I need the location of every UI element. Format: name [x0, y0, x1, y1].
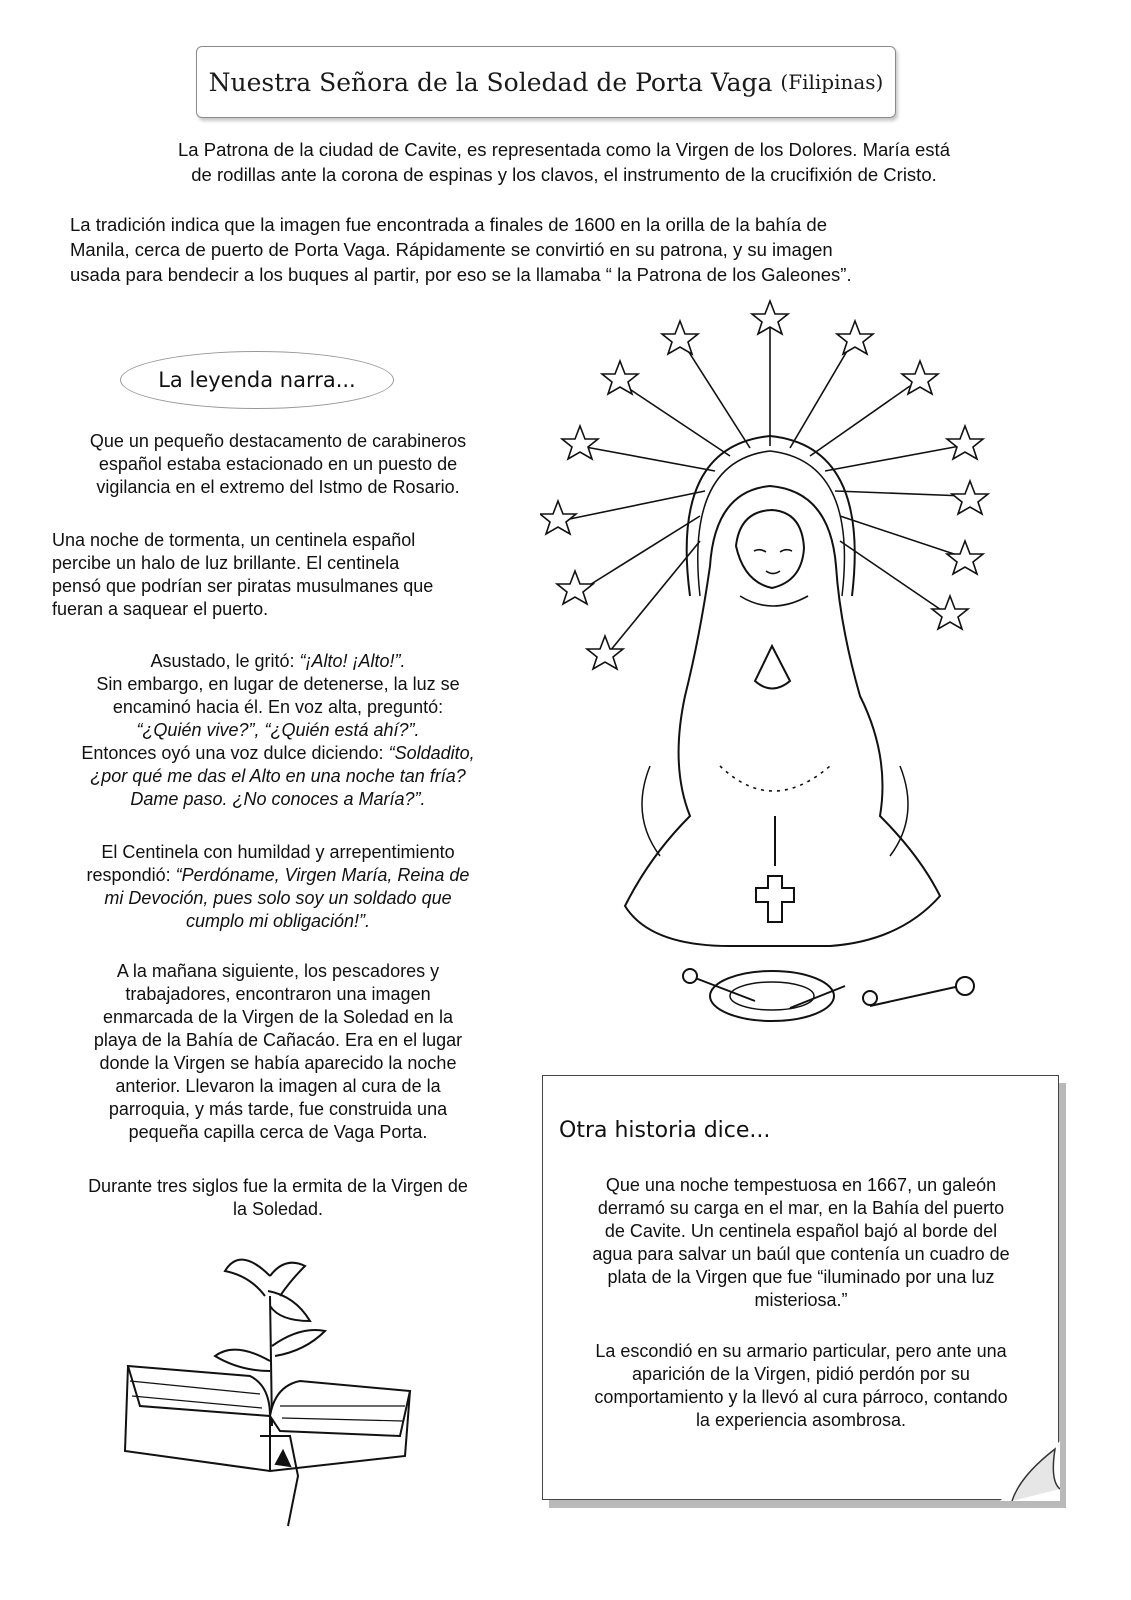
text-run: Asustado, le gritó:	[150, 651, 300, 671]
text-run: Entonces oyó una voz dulce diciendo:	[81, 743, 389, 763]
virgin-illustration	[540, 296, 1010, 1036]
halo-stars	[540, 301, 988, 669]
text-line: Sin embargo, en lugar de detenerse, la luz se	[96, 674, 460, 694]
text-line: encaminó hacia él. En voz alta, preguntó:	[112, 697, 444, 717]
page-subtitle: (Filipinas)	[780, 70, 884, 94]
text-line: A la mañana siguiente, los pescadores y	[116, 961, 440, 981]
text-line	[52, 650, 504, 673]
text-line: fueran a saquear el puerto.	[52, 599, 269, 619]
legend-heading-oval	[120, 351, 394, 409]
other-story-paragraph-2	[561, 1340, 1041, 1432]
legend-paragraph-5	[52, 960, 504, 1144]
text-line: trabajadores, encontraron una imagen	[125, 984, 431, 1004]
text-line: donde la Virgen se había aparecido la noche	[99, 1053, 457, 1073]
text-line: pensó que podrían ser piratas musulmanes que	[52, 576, 434, 596]
book-lily-illustration	[120, 1236, 420, 1536]
text-line	[52, 742, 504, 765]
text-line: misteriosa.”	[754, 1290, 848, 1310]
text-line: la Soledad.	[232, 1199, 324, 1219]
text-line: La tradición indica que la imagen fue encontrada a finales de 1600 en la orilla de la bahía de	[70, 214, 827, 235]
legend-paragraph-1	[52, 430, 504, 499]
title-box	[196, 46, 896, 118]
text-run: respondió:	[86, 865, 176, 885]
quote-run: “¡Alto! ¡Alto!”.	[299, 651, 406, 671]
text-line: aparición de la Virgen, pidió perdón por su	[632, 1364, 970, 1384]
text-line: cumplo mi obligación!”.	[185, 911, 371, 931]
text-line: mi Devoción, pues solo soy un soldado que	[104, 888, 452, 908]
text-line: parroquia, y más tarde, fue construida una	[108, 1099, 448, 1119]
text-line	[52, 864, 504, 887]
text-line: Durante tres siglos fue la ermita de la Virgen de	[88, 1176, 468, 1196]
text-line: Dame paso. ¿No conoces a María?”.	[130, 789, 426, 809]
legend-paragraph-6	[52, 1175, 504, 1221]
crown-of-thorns	[683, 969, 974, 1021]
legend-paragraph-3	[52, 650, 504, 811]
text-line: vigilancia en el extremo del Istmo de Rosario.	[96, 477, 460, 497]
text-line: plata de la Virgen que fue “iluminado por una luz	[607, 1267, 995, 1287]
text-line: enmarcada de la Virgen de la Soledad en la	[103, 1007, 453, 1027]
text-line: de rodillas ante la corona de espinas y los clavos, el instrumento de la crucifixión de Cristo.	[191, 164, 937, 185]
text-line: Que un pequeño destacamento de carabineros	[89, 431, 467, 451]
text-line: agua para salvar un baúl que contenía un cuadro de	[592, 1244, 1010, 1264]
text-line: Que una noche tempestuosa en 1667, un galeón	[605, 1175, 997, 1195]
other-story-box	[542, 1075, 1059, 1500]
legend-paragraph-2	[52, 529, 504, 621]
text-line: derramó su carga en el mar, en la Bahía del puerto	[597, 1198, 1005, 1218]
text-line: El Centinela con humildad y arrepentimiento	[101, 842, 455, 862]
text-line: usada para bendecir a los buques al partir, por eso se la llamaba “ la Patrona de los Galeones”.	[70, 264, 852, 285]
text-line: la experiencia asombrosa.	[695, 1410, 907, 1430]
text-line: pequeña capilla cerca de Vaga Porta.	[128, 1122, 428, 1142]
text-line: Manila, cerca de puerto de Porta Vaga. Rápidamente se convirtió en su patrona, y su imagen	[70, 239, 833, 260]
text-line: de Cavite. Un centinela español bajó al borde del	[604, 1221, 998, 1241]
halo-ring	[687, 436, 855, 596]
figure-outline	[625, 486, 940, 946]
page-title: Nuestra Señora de la Soledad de Porta Vaga	[208, 67, 773, 97]
quote-run: “Perdóname, Virgen María, Reina de	[175, 865, 470, 885]
text-line: La escondió en su armario particular, pero ante una	[595, 1341, 1007, 1361]
text-line: anterior. Llevaron la imagen al cura de la	[115, 1076, 441, 1096]
legend-paragraph-4	[52, 841, 504, 933]
text-line: Una noche de tormenta, un centinela español	[52, 530, 416, 550]
text-line: español estaba estacionado en un puesto de	[98, 454, 458, 474]
text-line: percibe un halo de luz brillante. El centinela	[52, 553, 400, 573]
page-curl-icon	[1000, 1441, 1060, 1501]
text-line: “¿Quién vive?”, “¿Quién está ahí?”.	[136, 720, 420, 740]
legend-heading: La leyenda narra...	[158, 368, 356, 392]
text-line: La Patrona de la ciudad de Cavite, es representada como la Virgen de los Dolores. María está	[178, 139, 950, 160]
other-story-paragraph-1	[561, 1174, 1041, 1312]
quote-run: “Soldadito,	[388, 743, 475, 763]
text-line: comportamiento y la llevó al cura párroco, contando	[594, 1387, 1008, 1407]
intro-paragraph-2	[70, 212, 1060, 287]
text-line: ¿por qué me das el Alto en una noche tan fría?	[90, 766, 466, 786]
intro-paragraph-1	[64, 137, 1064, 187]
other-story-heading: Otra historia dice...	[559, 1118, 771, 1143]
text-line: playa de la Bahía de Cañacáo. Era en el lugar	[93, 1030, 463, 1050]
